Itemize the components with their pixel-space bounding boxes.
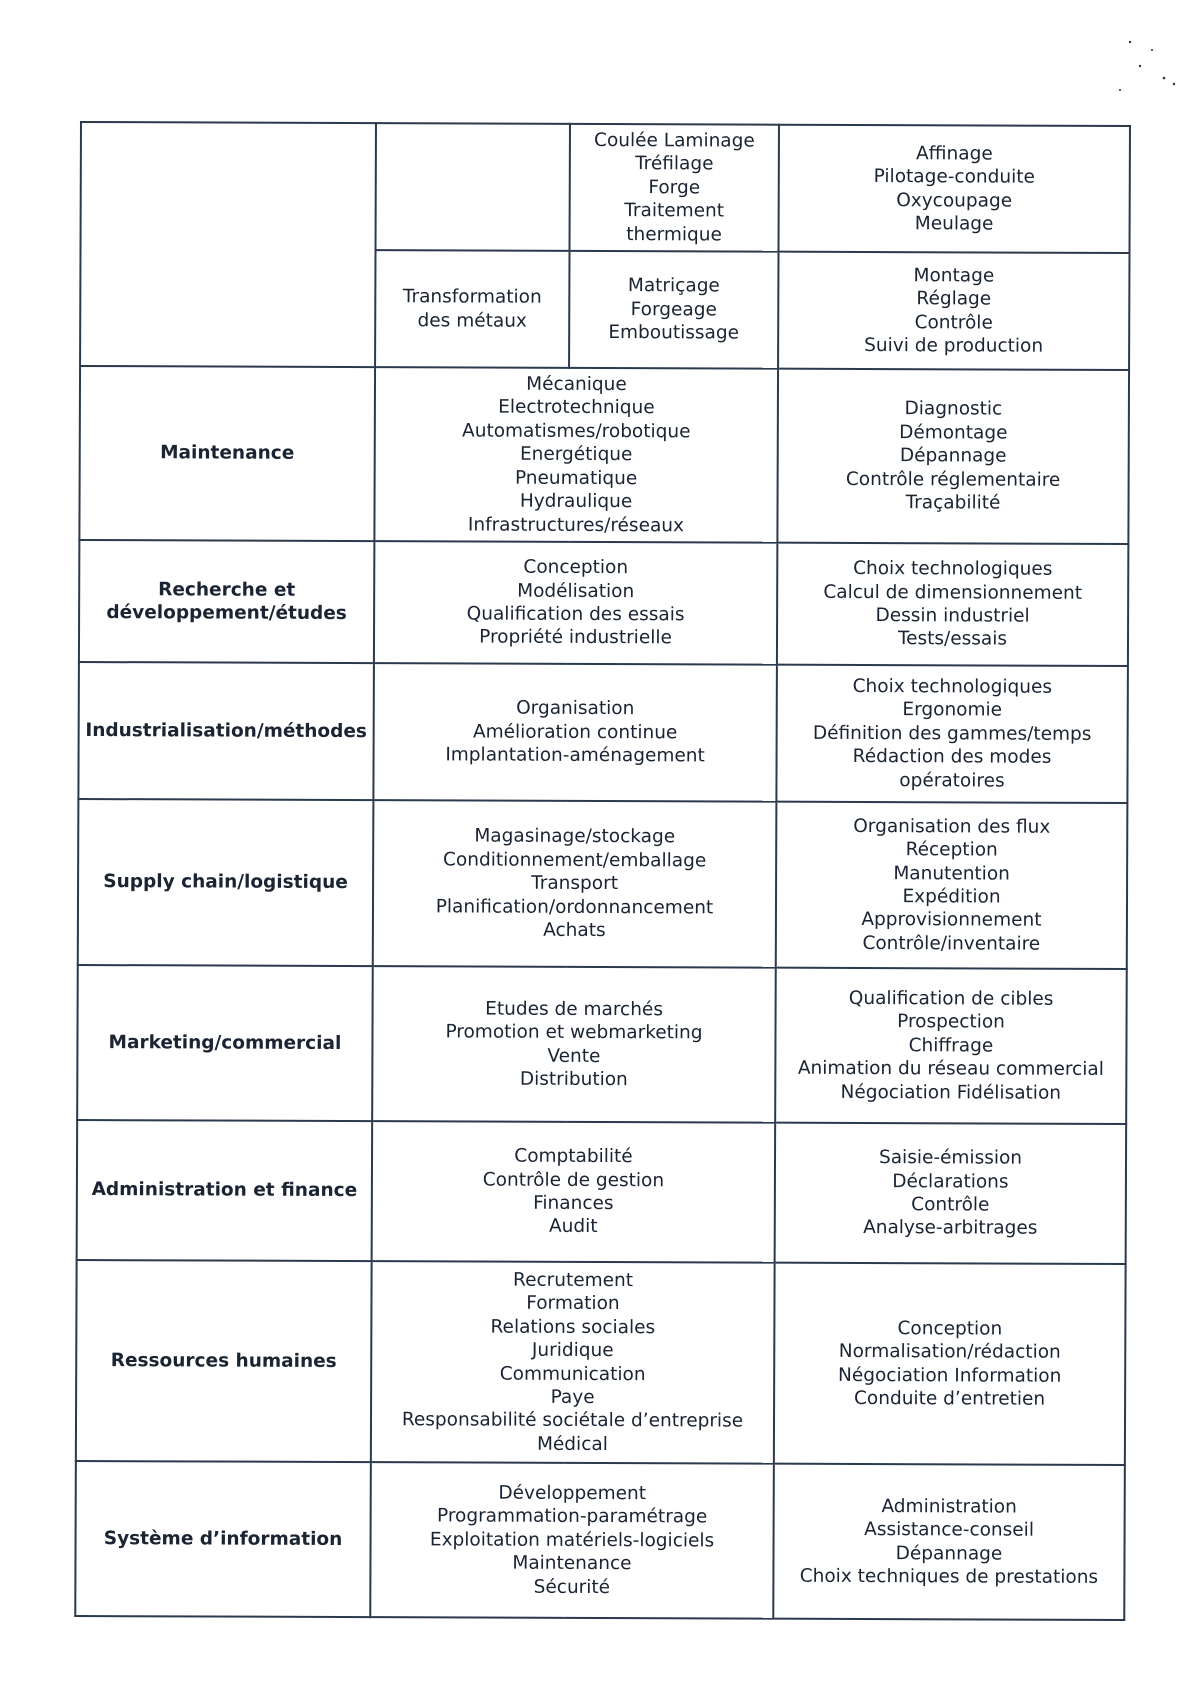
cell-text-line: Distribution — [519, 1068, 628, 1091]
cell-text-line: Médical — [536, 1433, 608, 1455]
cell-text-line: Amélioration continue — [472, 721, 678, 744]
table-row — [77, 1120, 1127, 1264]
cell-text-line: Pneumatique — [514, 467, 638, 489]
cell-text-line: Démontage — [899, 422, 1008, 444]
specialties-cell — [371, 1261, 775, 1464]
cell-text-line: Montage — [913, 264, 995, 287]
cell-text-line: Automatismes/robotique — [462, 420, 691, 443]
cell-text-line: Choix technologiques — [852, 675, 1053, 698]
specialties-cell — [372, 1121, 776, 1263]
cell-text-line: Mécanique — [526, 373, 627, 396]
competency-table — [74, 121, 1131, 1621]
cell-text-line: Conception — [523, 556, 629, 579]
cell-text-line: Maintenance — [512, 1552, 632, 1575]
activities-cell — [777, 369, 1129, 544]
cell-text-line: Normalisation/rédaction — [838, 1341, 1061, 1363]
cell-text-line: Système d’information — [103, 1527, 343, 1550]
cell-text-line: Supply chain/logistique — [103, 871, 348, 894]
table-row — [79, 366, 1129, 544]
specialties-cell — [372, 966, 776, 1123]
cell-text-line: Diagnostic — [904, 398, 1003, 421]
cell-text-line: Tests/essais — [897, 628, 1008, 650]
cell-text-line: Recherche et — [158, 578, 296, 601]
cell-text-line: Conduite d’entretien — [853, 1387, 1046, 1410]
cell-text-line: Achats — [543, 919, 606, 942]
table-row — [75, 1461, 1125, 1620]
cell-text-line: développement/études — [106, 602, 347, 625]
cell-text-line: Traitement — [624, 200, 725, 222]
cell-text-line: Juridique — [531, 1339, 614, 1362]
domain-cell — [77, 965, 373, 1121]
cell-text-line: thermique — [626, 223, 722, 246]
cell-text-line: Conditionnement/emballage — [443, 849, 707, 872]
activities-cell — [777, 543, 1128, 666]
cell-text-line: Contrôle/inventaire — [862, 932, 1041, 955]
cell-text-line: Industrialisation/méthodes — [85, 719, 368, 742]
cell-text-line: Affinage — [915, 142, 993, 165]
cell-text-line: Emboutissage — [608, 322, 740, 344]
cell-text-line: Finances — [533, 1192, 614, 1215]
cell-text-line: Hydraulique — [519, 490, 633, 513]
cell-text-line: Oxycoupage — [896, 189, 1013, 212]
cell-text-line: Dépannage — [899, 445, 1007, 467]
cell-text-line: Paye — [550, 1386, 595, 1408]
cell-text-line: Définition des gammes/temps — [812, 722, 1092, 745]
cell-text-line: Audit — [548, 1216, 598, 1238]
domain-cell-empty — [80, 122, 376, 367]
cell-text-line: Contrôle — [911, 1194, 990, 1216]
cell-text-line: Développement — [498, 1482, 647, 1505]
cell-text-line: Magasinage/stockage — [474, 826, 676, 848]
processes-cell — [570, 124, 779, 252]
activities-cell — [779, 125, 1130, 253]
domain-cell — [77, 1120, 373, 1261]
cell-text-line: Contrôle de gestion — [482, 1169, 665, 1191]
subdomain-cell-empty — [376, 123, 570, 251]
cell-text-line: Contrôle — [914, 311, 993, 334]
activities-cell — [778, 252, 1129, 370]
specialties-cell — [374, 541, 777, 665]
cell-text-line: Etudes de marchés — [485, 998, 664, 1020]
cell-text-line: Traçabilité — [905, 492, 1001, 514]
domain-cell — [76, 1260, 372, 1462]
activities-cell — [776, 802, 1128, 969]
cell-text-line: Manutention — [893, 862, 1010, 885]
cell-text-line: Assistance-conseil — [864, 1519, 1035, 1541]
cell-text-line: Contrôle réglementaire — [845, 468, 1061, 491]
cell-text-line: Négociation Information — [837, 1364, 1062, 1387]
processes-cell — [569, 251, 778, 369]
specialties-cell — [370, 1462, 774, 1619]
activities-cell — [775, 1123, 1127, 1264]
domain-cell — [78, 799, 374, 966]
cell-text-line: Transformation — [402, 286, 542, 308]
cell-text-line: Calcul de dimensionnement — [823, 581, 1083, 604]
cell-text-line: Relations sociales — [490, 1316, 656, 1338]
cell-text-line: Electrotechnique — [498, 397, 655, 419]
cell-text-line: Dépannage — [895, 1542, 1003, 1565]
cell-text-line: Ergonomie — [902, 699, 1003, 721]
cell-text-line: Rédaction des modes — [852, 746, 1052, 768]
cell-text-line: Prospection — [897, 1011, 1005, 1033]
cell-text-line: Administration et finance — [91, 1179, 358, 1202]
cell-text-line: Implantation-aménagement — [445, 744, 705, 767]
domain-cell — [75, 1461, 371, 1617]
cell-text-line: Organisation — [516, 698, 635, 720]
cell-text-line: Chiffrage — [908, 1034, 994, 1057]
cell-text-line: Réception — [905, 839, 998, 861]
table-row — [77, 965, 1127, 1124]
specialties-cell — [373, 800, 777, 968]
cell-text-line: Communication — [499, 1363, 646, 1385]
cell-text-line: Sécurité — [533, 1576, 611, 1598]
domain-cell — [79, 366, 375, 541]
cell-text-line: Dessin industriel — [875, 605, 1030, 627]
cell-text-line: des métaux — [417, 309, 527, 332]
cell-text-line: Choix techniques de prestations — [799, 1565, 1099, 1588]
cell-text-line: Forge — [648, 176, 701, 199]
activities-cell — [773, 1464, 1125, 1620]
cell-text-line: Matriçage — [627, 275, 720, 297]
domain-cell — [78, 662, 374, 800]
cell-text-line: Saisie-émission — [878, 1147, 1023, 1169]
cell-text-line: Organisation des flux — [853, 815, 1051, 838]
activities-cell — [775, 968, 1127, 1124]
cell-text-line: Propriété industrielle — [479, 626, 672, 649]
cell-text-line: Transport — [531, 873, 619, 895]
activities-cell — [774, 1263, 1126, 1465]
cell-text-line: Programmation-paramétrage — [436, 1505, 708, 1528]
cell-text-line: Analyse-arbitrages — [863, 1217, 1038, 1240]
cell-text-line: Administration — [881, 1495, 1017, 1518]
table-row-top-1 — [81, 122, 1130, 253]
cell-text-line: Approvisionnement — [861, 909, 1042, 932]
cell-text-line: Marketing/commercial — [108, 1031, 342, 1054]
table-row — [78, 662, 1128, 803]
domain-cell — [79, 540, 374, 663]
cell-text-line: Animation du réseau commercial — [797, 1057, 1104, 1081]
table-row — [78, 799, 1128, 969]
cell-text-line: Ressources humaines — [110, 1349, 337, 1372]
cell-text-line: Planification/ordonnancement — [435, 896, 714, 919]
activities-cell — [776, 665, 1128, 803]
cell-text-line: Maintenance — [160, 442, 295, 465]
cell-text-line: Promotion et webmarketing — [445, 1021, 703, 1044]
cell-text-line: Modélisation — [517, 580, 635, 602]
cell-text-line: Comptabilité — [514, 1145, 633, 1168]
cell-text-line: Qualification des essais — [466, 603, 685, 626]
cell-text-line: Recrutement — [513, 1269, 634, 1292]
cell-text-line: Pilotage-conduite — [873, 166, 1035, 188]
cell-text-line: Meulage — [914, 213, 994, 235]
cell-text-line: Exploitation matériels-logiciels — [429, 1529, 715, 1552]
cell-text-line: Vente — [547, 1045, 601, 1067]
cell-text-line: Coulée Laminage — [594, 129, 755, 152]
table-row — [76, 1260, 1126, 1465]
cell-text-line: Infrastructures/réseaux — [467, 514, 685, 536]
cell-text-line: Conception — [897, 1317, 1003, 1340]
cell-text-line: Responsabilité sociétale d’entreprise — [401, 1409, 744, 1432]
scan-specks — [1118, 30, 1188, 100]
cell-text-line: Choix technologiques — [853, 558, 1053, 580]
cell-text-line: Tréfilage — [635, 153, 714, 175]
cell-text-line: Suivi de production — [864, 334, 1044, 357]
specialties-cell — [373, 663, 777, 802]
cell-text-line: Energétique — [519, 443, 633, 466]
cell-text-line: opératoires — [899, 769, 1005, 792]
cell-text-line: Qualification de cibles — [848, 987, 1054, 1010]
cell-text-line: Expédition — [902, 886, 1001, 908]
cell-text-line: Formation — [526, 1293, 620, 1315]
subdomain-cell — [375, 250, 569, 368]
cell-text-line: Négociation Fidélisation — [840, 1081, 1062, 1104]
table-row — [79, 540, 1128, 666]
cell-text-line: Réglage — [916, 288, 992, 310]
cell-text-line: Forgeage — [630, 298, 717, 321]
cell-text-line: Déclarations — [892, 1170, 1009, 1193]
specialties-cell — [374, 367, 778, 543]
